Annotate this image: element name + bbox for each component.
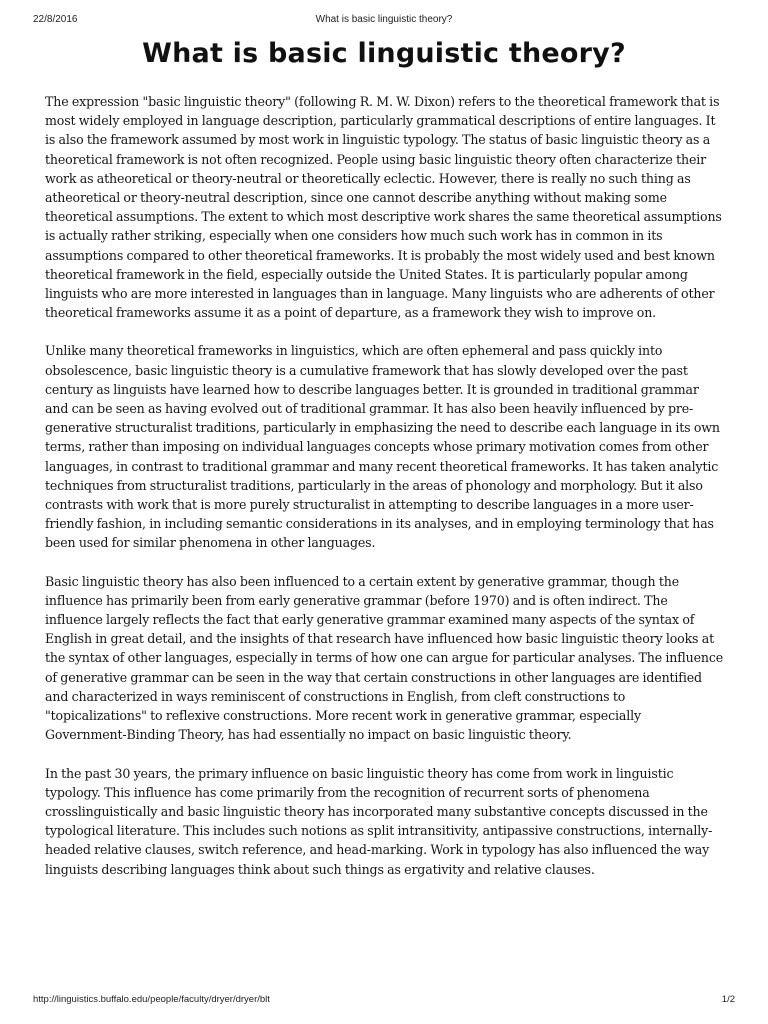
paragraph-2: Unlike many theoretical frameworks in linguistics, which are often ephemeral and pass quickly into obsolescence, basic linguistic theory is a cumulative framework that has slowly developed over the past century as linguists have learned how to describe languages better. It is grounded in traditional grammar and can be seen as having evolved out of traditional grammar. It has also been heavily influenced by pre-generative structuralist traditions, particularly in emphasizing the need to describe each language in its own terms, rather than imposing on individual languages concepts whose primary motivation comes from other languages, in contrast to traditional grammar and many recent theoretical frameworks. It has taken analytic techniques from structuralist traditions, particularly in the areas of phonology and morphology. But it also contrasts with work that is more purely structuralist in attempting to describe languages in a more user-friendly fashion, in including semantic considerations in its analyses, and in employing terminology that has been used for similar phenomena in other languages. [45, 343, 720, 551]
print-footer [0, 994, 768, 1008]
page-url: http://linguistics.buffalo.edu/people/faculty/dryer/dryer/blt [33, 994, 270, 1005]
page-title: What is basic linguistic theory? [142, 38, 626, 69]
article-body [45, 92, 725, 898]
paragraph-3: Basic linguistic theory has also been influenced to a certain extent by generative grammar, though the influence has primarily been from early generative grammar (before 1970) and is often indirect. The influence largely reflects the fact that early generative grammar examined many aspects of the syntax of English in great detail, and the insights of that research have influenced how basic linguistic theory looks at the syntax of other languages, especially in terms of how one can argue for particular analyses. The influence of generative grammar can be seen in the way that certain constructions in other languages are identified and characterized in ways reminiscent of constructions in English, from cleft constructions to "topicalizations" to reflexive constructions. More recent work in generative grammar, especially Government-Binding Theory, has had essentially no impact on basic linguistic theory. [45, 573, 724, 743]
print-date: 22/8/2016 [33, 14, 78, 25]
paragraph-1: The expression "basic linguistic theory" (following R. M. W. Dixon) refers to the theoretical framework that is most widely employed in language description, particularly grammatical descriptions of entire languages. It is also the framework assumed by most work in linguistic typology. The status of basic linguistic theory as a theoretical framework is not often recognized. People using basic linguistic theory often characterize their work as atheoretical or theory-neutral or theoretically eclectic. However, there is really no such thing as atheoretical or theory-neutral description, since one cannot describe anything without making some theoretical assumptions. The extent to which most descriptive work shares the same theoretical assumptions is actually rather striking, especially when one considers how much such work has in common in its assumptions compared to other theoretical frameworks. It is probably the most widely used and best known theoretical framework in the field, especially outside the United States. It is particularly popular among linguists who are more interested in languages than in language. Many linguists who are adherents of other theoretical frameworks assume it as a point of departure, as a framework they wish to improve on. [45, 94, 722, 321]
print-header [0, 14, 768, 30]
print-header-title: What is basic linguistic theory? [315, 14, 453, 25]
page-number: 1/2 [721, 994, 735, 1005]
paragraph-4: In the past 30 years, the primary influence on basic linguistic theory has come from work in linguistic typology. This influence has come primarily from the recognition of recurrent sorts of phenomena crosslinguistically and basic linguistic theory has incorporated many substantive concepts discussed in the typological literature. This includes such notions as split intransitivity, antipassive constructions, internally-headed relative clauses, switch reference, and head-marking. Work in typology has also influenced the way linguists describing languages think about such things as ergativity and relative clauses. [45, 765, 713, 877]
